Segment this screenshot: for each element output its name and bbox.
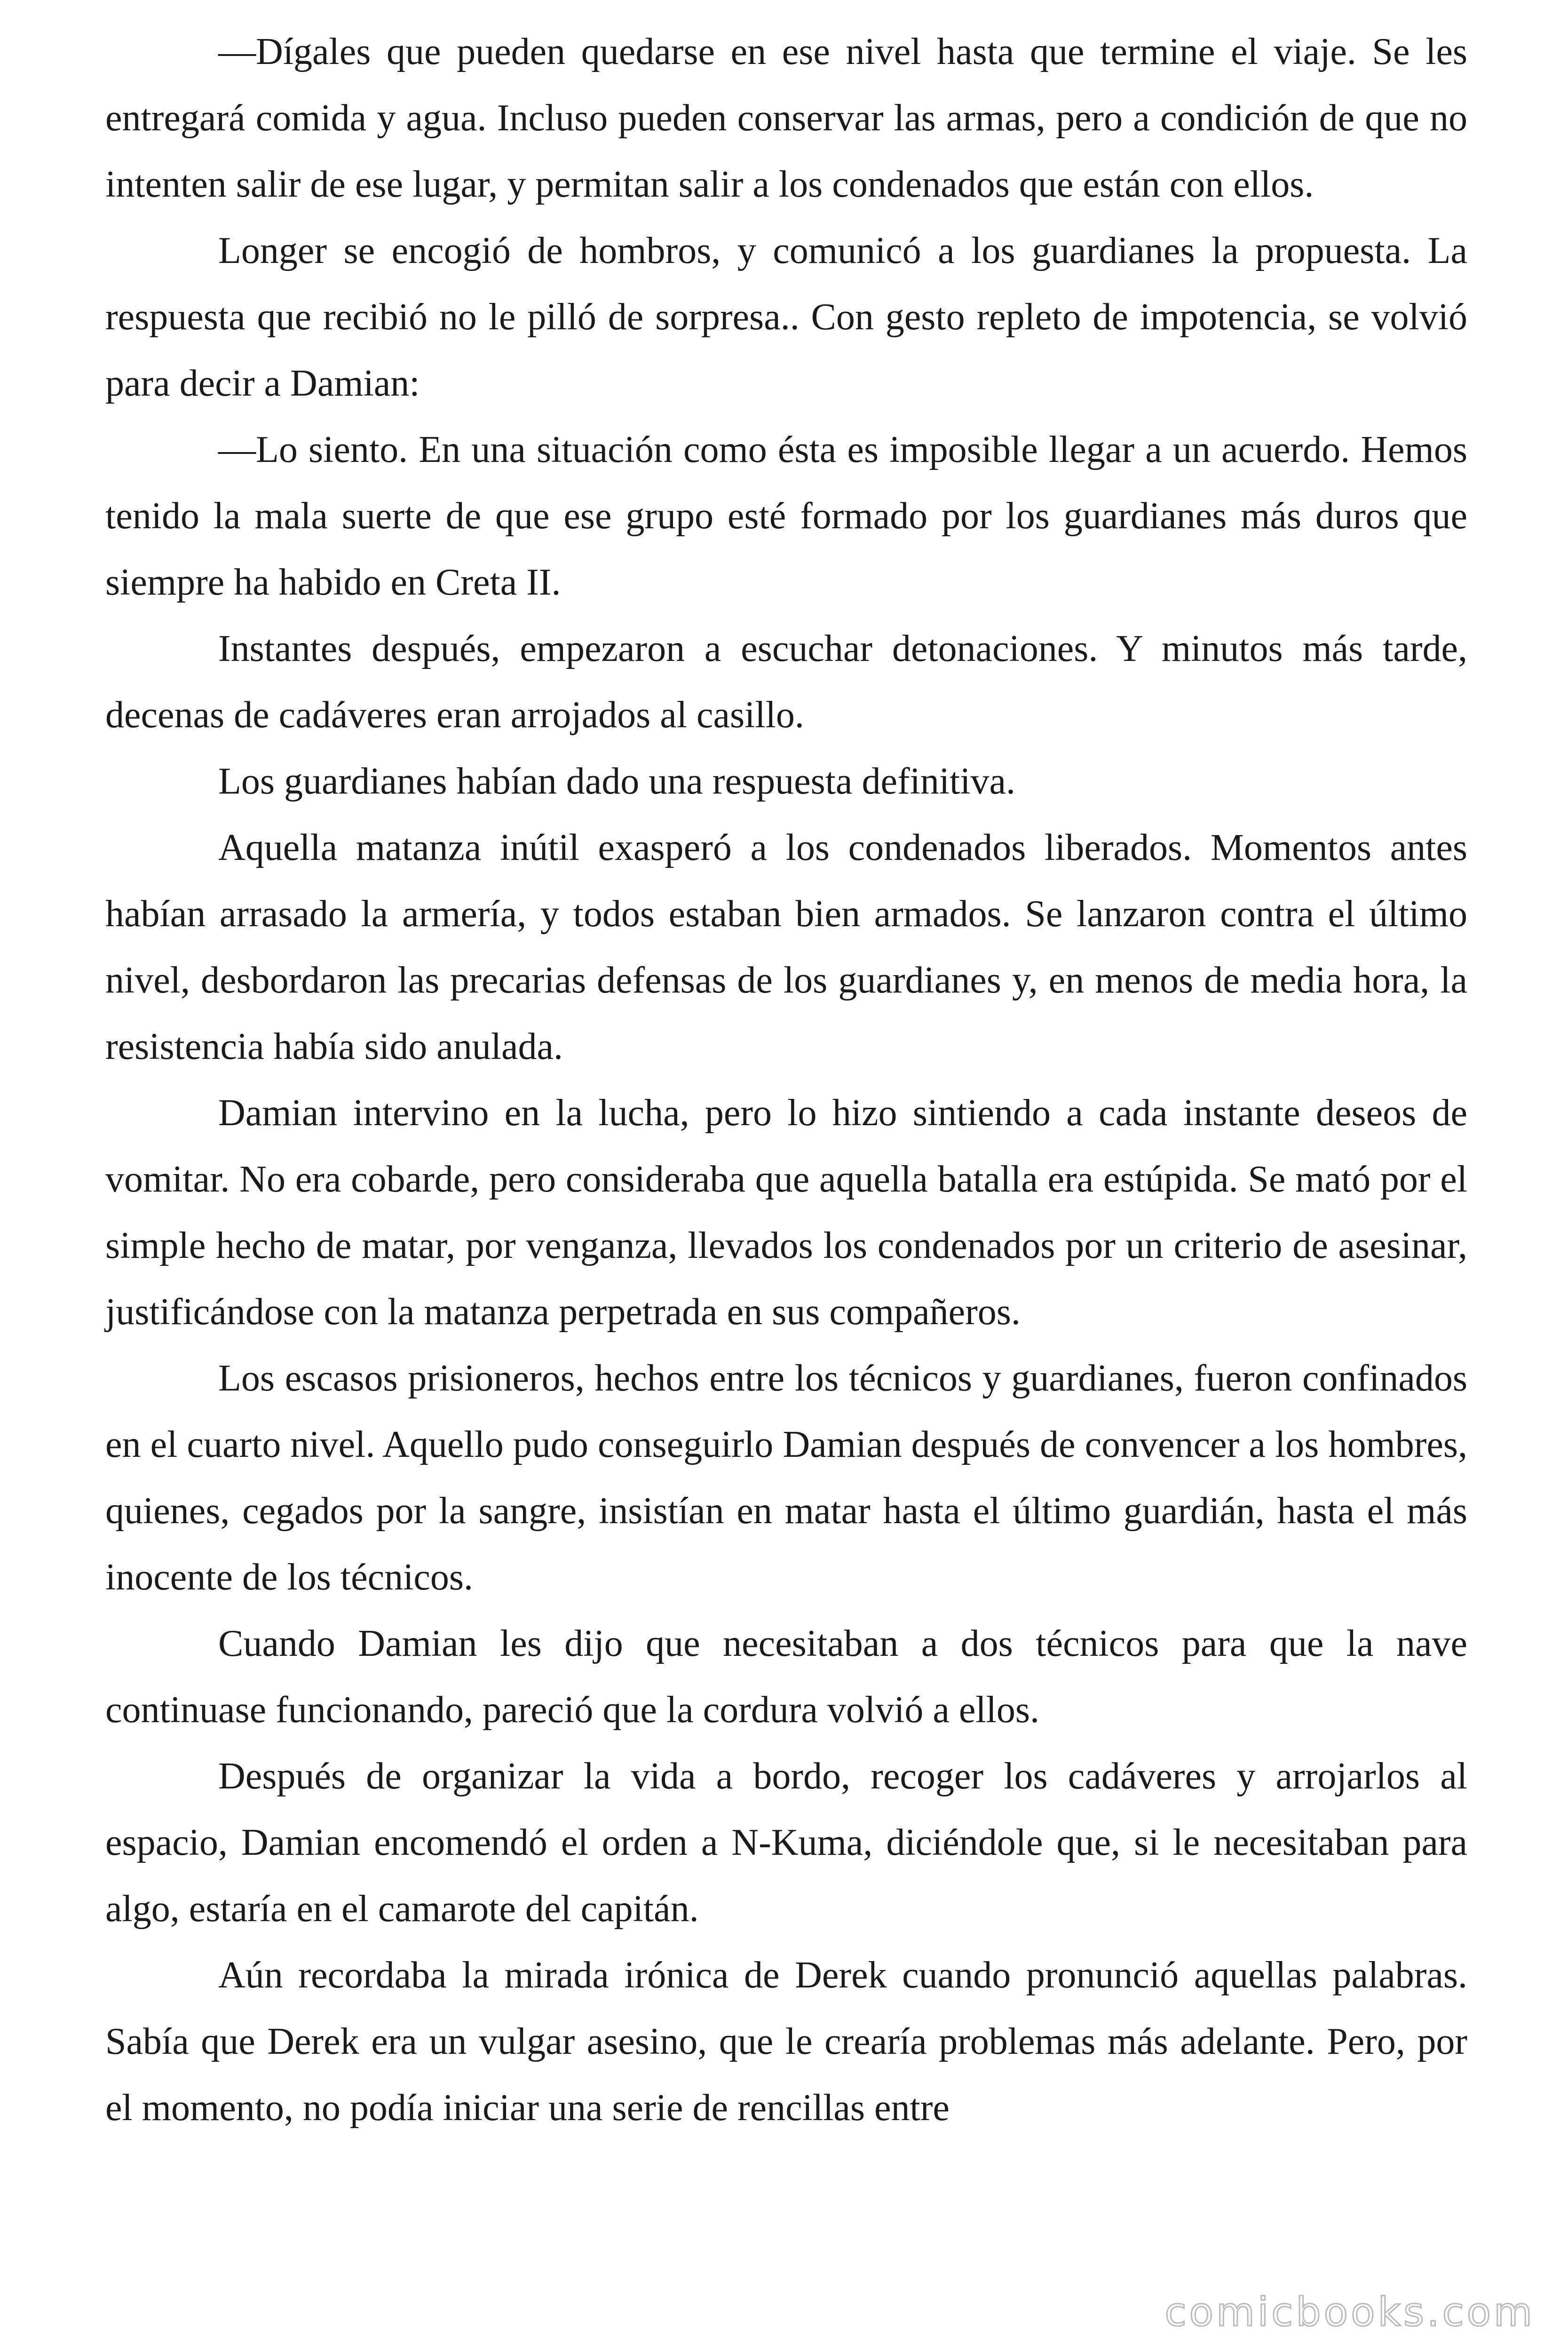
paragraph: Longer se encogió de hombros, y comunicó a los guardianes la propuesta. La respuesta que recibió no le pilló de sorpresa.. Con gesto repleto de impotencia, se volvió para decir a Damian: [105, 230, 1467, 404]
paragraph: —Lo siento. En una situación como ésta es imposible llegar a un acuerdo. Hemos tenido la mala suerte de que ese grupo esté formado por los guardianes más duros que siempre ha habido en Creta II. [105, 429, 1467, 603]
paragraph: Instantes después, empezaron a escuchar detonaciones. Y minutos más tarde, decenas de cadáveres eran arrojados al casillo. [105, 628, 1467, 736]
paragraph: —Dígales que pueden quedarse en ese nivel hasta que termine el viaje. Se les entregará comida y agua. Incluso pueden conservar las armas, pero a condición de que no intenten salir de ese lugar, y permitan salir a los condenados que están con ellos. [105, 31, 1467, 205]
paragraph: Aquella matanza inútil exasperó a los condenados liberados. Momentos antes habían arrasado la armería, y todos estaban bien armados. Se lanzaron contra el último nivel, desbordaron las precarias defensas de los guardianes y, en menos de media hora, la resistencia había sido anulada. [105, 827, 1467, 1067]
paragraph: Los escasos prisioneros, hechos entre los técnicos y guardianes, fueron confinados en el cuarto nivel. Aquello pudo conseguirlo Damian después de convencer a los hombres, quienes, cegados por la sangre, insistían en matar hasta el último guardián, hasta el más inocente de los técnicos. [105, 1358, 1467, 1598]
watermark: comicbooks.com [1164, 2289, 1535, 2335]
paragraph: Damian intervino en la lucha, pero lo hizo sintiendo a cada instante deseos de vomitar. No era cobarde, pero consideraba que aquella batalla era estúpida. Se mató por el simple hecho de matar, por venganza, llevados los condenados por un criterio de asesinar, justificándose con la matanza perpetrada en sus compañeros. [105, 1092, 1467, 1333]
paragraph: Aún recordaba la mirada irónica de Derek cuando pronunció aquellas palabras. Sabía que Derek era un vulgar asesino, que le crearía problemas más adelante. Pero, por el momento, no podía iniciar una serie de rencillas entre [105, 1955, 1467, 2129]
paragraph: Los guardianes habían dado una respuesta definitiva. [218, 761, 1015, 802]
paragraph: Cuando Damian les dijo que necesitaban a dos técnicos para que la nave continuase funcionando, pareció que la cordura volvió a ellos. [105, 1623, 1467, 1731]
page-text [105, 19, 1467, 2141]
paragraph: Después de organizar la vida a bordo, recoger los cadáveres y arrojarlos al espacio, Damian encomendó el orden a N-Kuma, diciéndole que, si le necesitaban para algo, estaría en el camarote del capitán. [105, 1756, 1467, 1930]
